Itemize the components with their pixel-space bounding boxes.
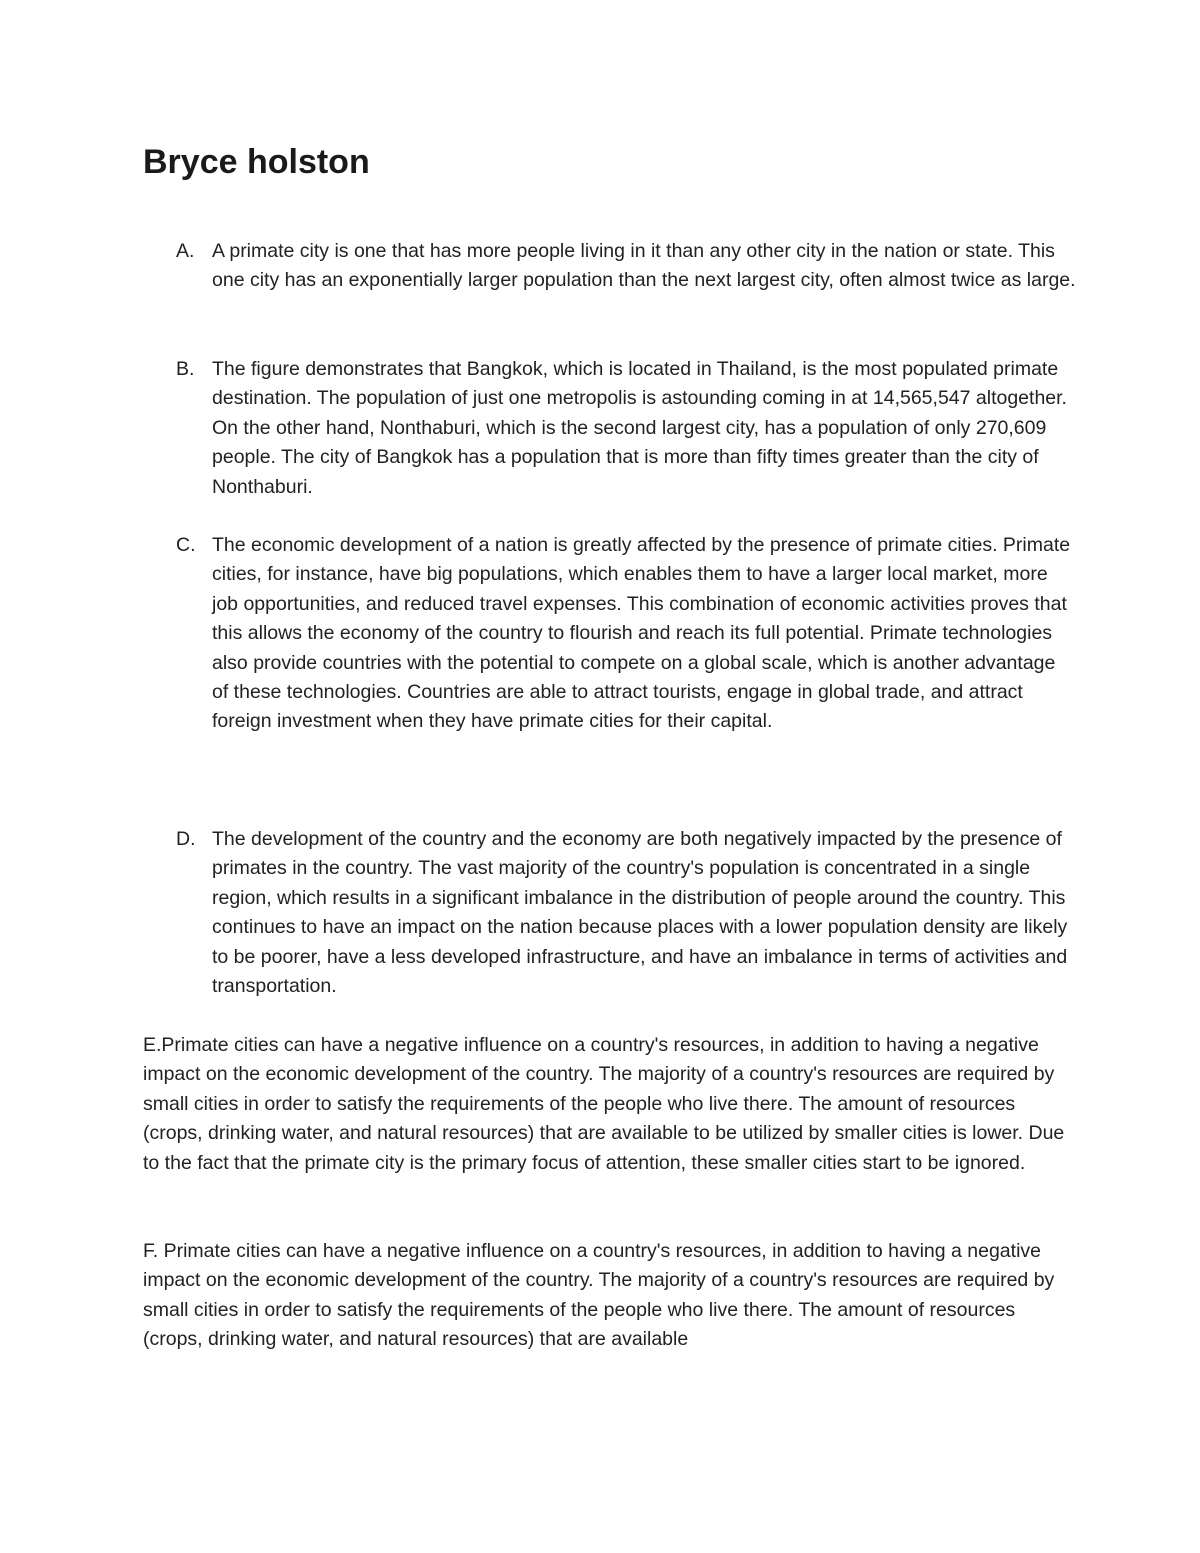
list-item-text: The development of the country and the economy are both negatively impacted by the presence of primates in the country. The vast majority of the country's population is concentrated in a single region, which results in a significant imbalance in the distribution of people around the country. This continues to have an impact on the nation because places with a lower population density are likely to be poorer, have a less developed infrastructure, and have an imbalance in terms of activities and transportation. — [212, 828, 1068, 998]
document-title: Bryce holston — [143, 143, 370, 181]
list-marker: C. — [176, 534, 196, 556]
list-item-c — [176, 531, 1076, 737]
list-marker: A. — [176, 240, 195, 262]
list-item-d — [176, 825, 1076, 1001]
list-item-text: The economic development of a nation is greatly affected by the presence of primate cities. Primate cities, for instance, have big populations, which enables them to have a larger local market, more job opportunities, and reduced travel expenses. This combination of economic activities proves that this allows the economy of the country to flourish and reach its full potential. Primate technologies also provide countries with the potential to compete on a global scale, which is another advantage of these technologies. Countries are able to attract tourists, engage in global trade, and attract foreign investment when they have primate cities for their capital. — [212, 534, 1071, 733]
list-item-text: The figure demonstrates that Bangkok, which is located in Thailand, is the most populated primate destination. The population of just one metropolis is astounding coming in at 14,565,547 altogether. On the other hand, Nonthaburi, which is the second largest city, has a population of only 270,609 people. The city of Bangkok has a population that is more than fifty times greater than the city of Nonthaburi. — [212, 358, 1067, 498]
paragraph-f: F. Primate cities can have a negative influence on a country's resources, in addition to having a negative impact on the economic development of the country. The majority of a country's resources are required by small cities in order to satisfy the requirements of the people who live there. The amount of resources (crops, drinking water, and natural resources) that are available — [143, 1240, 1055, 1351]
paragraph-e: E.Primate cities can have a negative influence on a country's resources, in addition to having a negative impact on the economic development of the country. The majority of a country's resources are required by small cities in order to satisfy the requirements of the people who live there. The amount of resources (crops, drinking water, and natural resources) that are available to be utilized by smaller cities is lower. Due to the fact that the primate city is the primary focus of attention, these smaller cities start to be ignored. — [143, 1034, 1065, 1174]
list-item-text: A primate city is one that has more people living in it than any other city in the nation or state. This one city has an exponentially larger population than the next largest city, often almost twice as large. — [212, 240, 1076, 292]
list-marker: B. — [176, 358, 195, 380]
list-item-a — [176, 237, 1076, 296]
list-marker: D. — [176, 828, 196, 850]
list-item-b — [176, 355, 1076, 502]
